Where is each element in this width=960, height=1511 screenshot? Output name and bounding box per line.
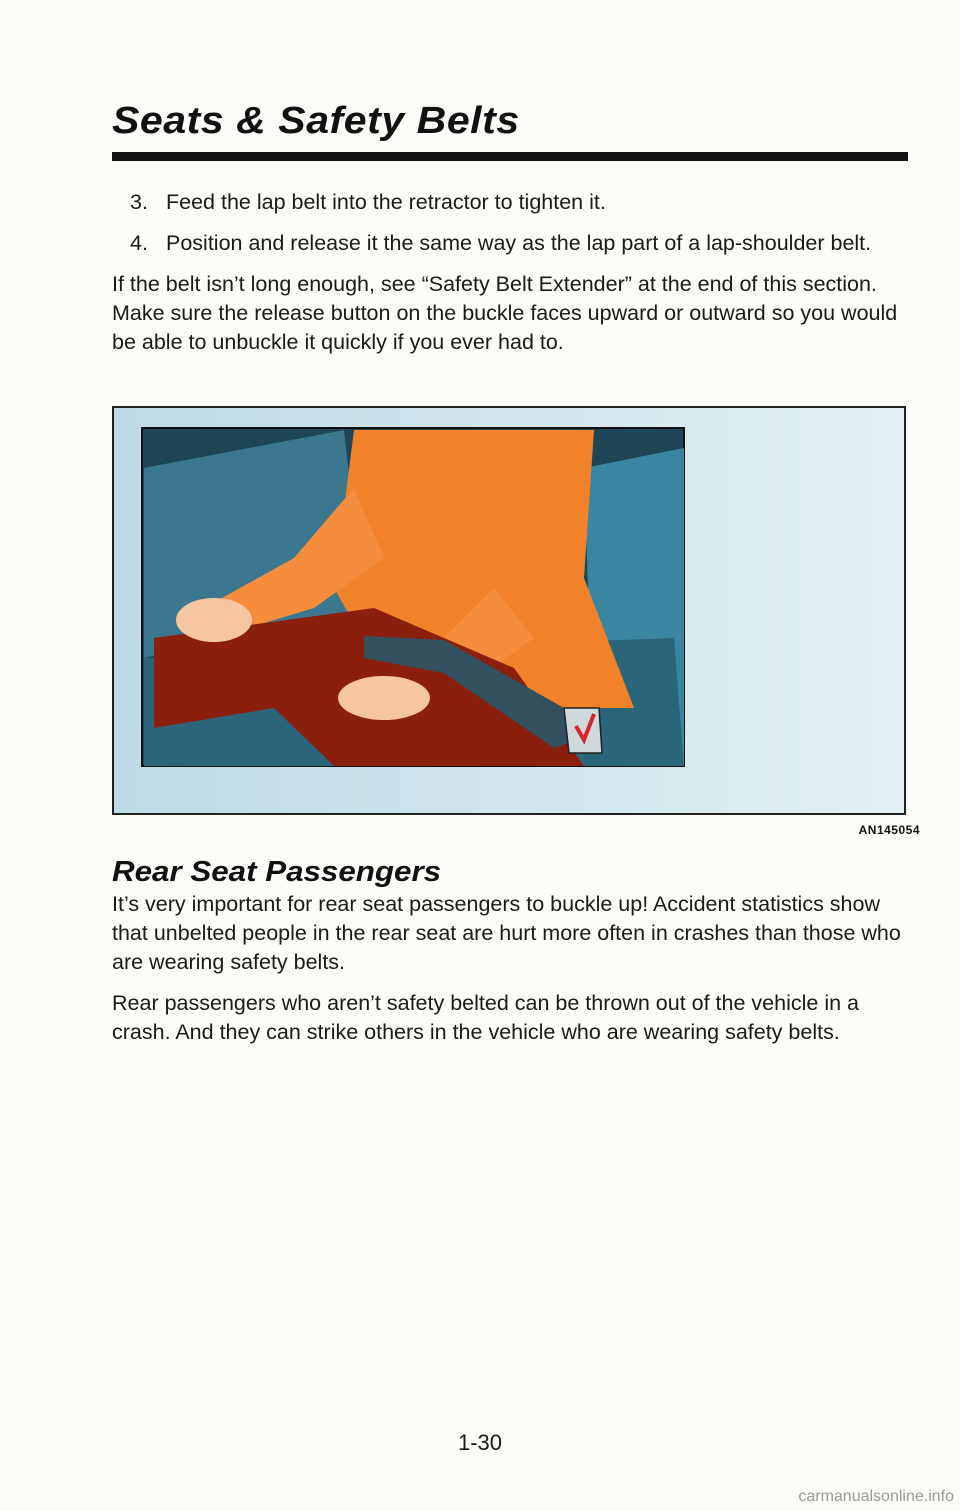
page-header-title: Seats & Safety Belts [112,100,520,142]
safety-belt-illustration [112,406,906,815]
step-number: 4. [130,231,148,255]
section-heading: Rear Seat Passengers [112,856,442,888]
figure-code: AN145054 [858,823,920,837]
section-paragraph: Rear passengers who aren’t safety belted can be thrown out of the vehicle in a crash. And they can strike others in the vehicle who are wearing safety belts. [112,991,859,1044]
step-list [112,188,912,258]
step-text: Position and release it the same way as the lap part of a lap-shoulder belt. [166,231,872,255]
left-hand [176,598,252,642]
step-number: 3. [130,190,148,214]
page-number: 1-30 [457,1430,503,1455]
illustration-svg [114,408,904,813]
step-text: Feed the lap belt into the retractor to tighten it. [166,190,606,214]
header-rule [112,152,908,161]
watermark: carmanualsonline.info [798,1488,954,1505]
section-paragraph: It’s very important for rear seat passengers to buckle up! Accident statistics show that unbelted people in the rear seat are hurt more often in crashes than those who are wearing safety belts. [112,892,901,974]
intro-content [112,188,912,369]
list-item [112,188,912,217]
section-content [112,890,912,1059]
buckle-icon [564,708,602,753]
right-hand [338,676,430,720]
belt-extender-paragraph: If the belt isn’t long enough, see “Safety Belt Extender” at the end of this section. Make sure the release button on the buckle faces upward or outward so you would be able to unbuckle it quickly if you ever had to. [112,272,898,354]
list-item [112,229,912,258]
